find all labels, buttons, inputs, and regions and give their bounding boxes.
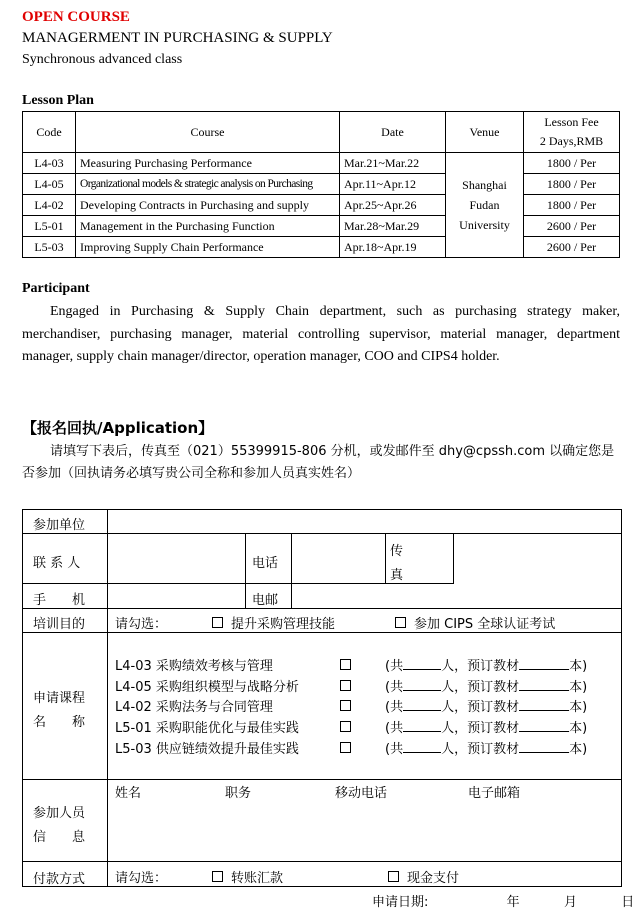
col-divider — [291, 533, 292, 608]
course-option-label: L4-05 采购组织模型与战略分析 — [115, 680, 299, 695]
row-divider — [22, 632, 622, 633]
payment-option-cash[interactable]: 现金支付 — [388, 867, 459, 886]
row-date: Mar.21~Mar.22 — [340, 153, 446, 174]
payment-option-transfer[interactable]: 转账汇款 — [212, 867, 283, 886]
row-fee: 2600 / Per — [524, 216, 620, 237]
course-label-2: 名 称 — [33, 715, 86, 730]
purpose-option-cips[interactable]: 参加 CIPS 全球认证考试 — [395, 613, 555, 632]
col-fee: Lesson Fee 2 Days,RMB — [524, 112, 620, 153]
row-code: L5-01 — [23, 216, 76, 237]
phone-label: 电话 — [252, 556, 279, 571]
open-course-heading: OPEN COURSE — [22, 9, 130, 25]
row-divider — [22, 533, 622, 534]
venue-cell: Shanghai Fudan University — [446, 153, 524, 258]
form-border-top — [22, 509, 622, 510]
row-course: Organizational models & strategic analysis on Purchasing — [76, 174, 340, 195]
date-month: 月 — [563, 895, 577, 910]
fax-label-2: 真 — [390, 568, 404, 583]
row-course: Measuring Purchasing Performance — [76, 153, 340, 174]
course-label-1: 申请课程 — [33, 691, 86, 706]
col-divider — [453, 533, 454, 583]
col-venue: Venue — [446, 112, 524, 153]
attendee-label-2: 信 息 — [33, 830, 86, 845]
application-form — [22, 509, 622, 887]
course-option-label: L5-01 采购职能优化与最佳实践 — [115, 721, 299, 736]
table-header-row — [23, 112, 620, 153]
participant-text: Engaged in Purchasing & Supply Chain department, such as purchasing strategy maker, merchandiser, purchasing manager, material controlling supervisor, material manager, department manager, supply chain manager/director, operation manager, COO and CIPS4 holder. — [22, 304, 620, 365]
participant-heading: Participant — [22, 281, 90, 296]
application-date — [372, 891, 634, 910]
lesson-plan-heading: Lesson Plan — [22, 93, 94, 108]
course-subtitle: Synchronous advanced class — [22, 52, 183, 67]
col-divider — [107, 509, 108, 887]
purpose-option-skills[interactable]: 提升采购管理技能 — [212, 613, 335, 632]
col-date: Date — [340, 112, 446, 153]
row-course: Developing Contracts in Purchasing and supply — [76, 195, 340, 216]
row-fee: 2600 / Per — [524, 237, 620, 258]
course-quantity: (共 人，预订教材 本) — [385, 680, 588, 695]
purpose-label: 培训目的 — [33, 617, 86, 632]
form-border-right — [621, 509, 622, 887]
row-divider — [22, 583, 454, 584]
row-date: Mar.28~Mar.29 — [340, 216, 446, 237]
table-row — [23, 237, 620, 258]
date-year: 年 — [506, 895, 520, 910]
attendee-col-name: 姓名 — [115, 786, 142, 801]
purpose-select-label: 请勾选： — [115, 617, 168, 632]
table-row — [23, 195, 620, 216]
table-row — [23, 216, 620, 237]
attendee-col-position: 职务 — [225, 786, 252, 801]
checkbox-icon[interactable] — [340, 680, 351, 691]
payment-label: 付款方式 — [33, 872, 86, 887]
col-divider — [385, 533, 386, 583]
checkbox-icon[interactable] — [340, 742, 351, 753]
row-date: Apr.18~Apr.19 — [340, 237, 446, 258]
course-option-label: L4-03 采购绩效考核与管理 — [115, 659, 273, 674]
lesson-plan-table — [22, 111, 620, 258]
col-course: Course — [76, 112, 340, 153]
row-divider — [22, 608, 622, 609]
attendee-col-mobile: 移动电话 — [335, 786, 388, 801]
row-date: Apr.11~Apr.12 — [340, 174, 446, 195]
course-option-label: L5-03 供应链绩效提升最佳实践 — [115, 742, 299, 757]
table-row — [23, 153, 620, 174]
course-quantity: (共 人，预订教材 本) — [385, 721, 588, 736]
application-instructions: 请填写下表后，传真至（021）55399915-806 分机，或发邮件至 dhy@cpssh.com 以确定您是否参加（回执请务必填写贵公司全称和参加人员真实姓名） — [22, 444, 615, 481]
checkbox-icon[interactable] — [340, 659, 351, 670]
row-course: Improving Supply Chain Performance — [76, 237, 340, 258]
row-fee: 1800 / Per — [524, 195, 620, 216]
form-border-left — [22, 509, 23, 887]
unit-label: 参加单位 — [33, 518, 86, 533]
row-course: Management in the Purchasing Function — [76, 216, 340, 237]
date-label: 申请日期: — [372, 895, 429, 910]
row-code: L4-05 — [23, 174, 76, 195]
fax-label-1: 传 — [390, 544, 404, 559]
row-date: Apr.25~Apr.26 — [340, 195, 446, 216]
checkbox-icon[interactable] — [340, 700, 351, 711]
course-quantity: (共 人，预订教材 本) — [385, 700, 588, 715]
checkbox-icon[interactable] — [388, 871, 399, 882]
col-code: Code — [23, 112, 76, 153]
contact-label: 联 系 人 — [33, 556, 81, 571]
table-row — [23, 174, 620, 195]
col-divider — [245, 533, 246, 608]
checkbox-icon[interactable] — [340, 721, 351, 732]
course-option-label: L4-02 采购法务与合同管理 — [115, 700, 273, 715]
course-title: MANAGERMENT IN PURCHASING & SUPPLY — [22, 30, 333, 46]
checkbox-icon[interactable] — [395, 617, 406, 628]
course-quantity: (共 人，预订教材 本) — [385, 659, 588, 674]
date-day: 日 — [621, 895, 635, 910]
checkbox-icon[interactable] — [212, 617, 223, 628]
row-divider — [22, 861, 622, 862]
application-heading: 【报名回执/Application】 — [22, 419, 214, 437]
attendee-label-1: 参加人员 — [33, 806, 86, 821]
row-fee: 1800 / Per — [524, 174, 620, 195]
row-code: L4-03 — [23, 153, 76, 174]
checkbox-icon[interactable] — [212, 871, 223, 882]
attendee-col-email: 电子邮箱 — [468, 786, 521, 801]
row-divider — [22, 779, 622, 780]
form-border-bottom — [22, 886, 622, 887]
payment-select-label: 请勾选： — [115, 871, 168, 886]
course-quantity: (共 人，预订教材 本) — [385, 742, 588, 757]
row-code: L4-02 — [23, 195, 76, 216]
email-label: 电邮 — [252, 593, 279, 608]
mobile-label: 手 机 — [33, 593, 86, 608]
row-fee: 1800 / Per — [524, 153, 620, 174]
row-code: L5-03 — [23, 237, 76, 258]
